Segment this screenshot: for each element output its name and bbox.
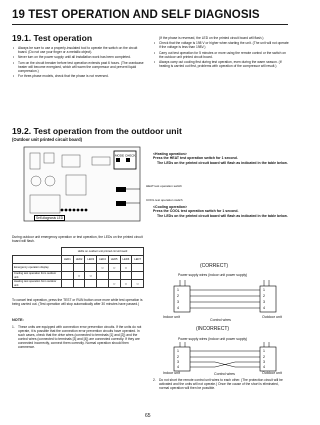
bullet-voltage: • Check that the voltage is 198 V or higher when starting the unit. (The unit will not operate if the voltage is less than 198V.) — [159, 41, 289, 49]
led-flash-intro: During outdoor unit emergency operation or test operation, the LEDs on the printed circuit board will flash. — [12, 235, 143, 244]
led-3 — [69, 209, 72, 212]
bullet-three-phase: • For three-phase models, check that the phase is not reversed. — [18, 74, 146, 78]
led-cell — [85, 280, 97, 288]
section-19-2-heading: 19.2. Test operation from the outdoor unit — [12, 126, 182, 136]
heating-callout-line: Press the HEAT test operation switch for 1 second. — [153, 156, 238, 161]
mode-label: MODE — [115, 153, 124, 158]
led-cell — [132, 272, 144, 280]
section-19-1-heading: 19.1. Test operation — [12, 33, 93, 43]
terminal-1-label: 1 — [177, 288, 179, 292]
incorrect-wiring-diagram — [160, 342, 290, 374]
terminal-1-label: 1 — [177, 349, 179, 353]
led-cell — [62, 264, 74, 272]
cool-switch-label: COOL test operation switch — [146, 198, 183, 202]
led-cell — [62, 272, 74, 280]
terminal-3-label: 3 — [177, 300, 179, 304]
led-cell: ○ — [120, 264, 132, 272]
heat-test-switch — [116, 187, 126, 192]
correct-outdoor-label: Outdoor unit — [262, 315, 282, 319]
cool-test-switch — [116, 201, 126, 206]
led-cell: ○ — [120, 280, 132, 288]
col-led6: LED6 — [120, 256, 132, 264]
section-19-1-left-column — [12, 46, 146, 80]
terminal-4-label: 4 — [177, 365, 179, 369]
col-led5: LED5 — [108, 256, 120, 264]
terminal-3-label: 3 — [263, 360, 265, 364]
wire-4-crossed — [190, 362, 260, 367]
phase-reversed-note: (If the phase is reversed, the LED on the printed circuit board will flash.) — [159, 36, 264, 40]
heating-callout — [153, 152, 291, 165]
led-cell — [62, 280, 74, 288]
incorrect-indoor-label: Indoor unit — [163, 371, 180, 375]
col-led7: LED7 — [132, 256, 144, 264]
led-cell — [97, 272, 109, 280]
cancel-test-text: To cancel test operation, press the TEST or RUN button once more while test operation is being carried out. (Test operation will stop automatically after 30 minutes have passed.) — [12, 298, 143, 307]
incorrect-control-label: Control wires — [214, 372, 235, 376]
table-row — [13, 280, 144, 288]
correct-control-label: Control wires — [210, 318, 231, 322]
correct-title: (CORRECT) — [200, 263, 229, 269]
led-4 — [73, 209, 76, 212]
section-19-2-subheading: (Outdoor unit printed circuit board) — [12, 137, 83, 142]
col-led4: LED4 — [97, 256, 109, 264]
col-led2: LED2 — [73, 256, 85, 264]
row-label: Heating test operation from outdoor unit — [13, 280, 62, 288]
led-cell — [73, 280, 85, 288]
table-row — [13, 272, 144, 280]
note-2-text: Do not short the remote control unit wires to each other. (The protection circuit will be activated and the units will not operate.) Once the cause of the short is eliminated, normal operation will then be possible. — [159, 378, 283, 391]
bullet-circuit-breaker: • Turn on the circuit breaker before test operation extends past 6 hours. (The crankcase heater will become energized, which will warm the compressor and prevent liquid compression.) — [18, 61, 146, 73]
terminal-4-label: 4 — [263, 365, 265, 369]
led-cell — [85, 264, 97, 272]
led-cell: ○ — [85, 272, 97, 280]
heat-switch-label: HEAT test operation switch — [146, 184, 182, 188]
section-19-1-right-column — [153, 36, 289, 70]
table-caption: LEDs on outdoor unit printed circuit board — [62, 248, 144, 256]
note-1-text: These units are equipped with connection error prevention circuits. If the units do not operate, it is possible that the connection error prevention circuits have operated. In such cases, check that the drive wires (connected to terminals [1] and [2]) and the control wires (connected to terminals [3] and [4]) are connected correctly. If they are connected incorrectly, connect them correctly. Normal operation should then commence. — [18, 325, 142, 350]
col-led1: LED1 — [62, 256, 74, 264]
row-label: Emergency operation display — [13, 264, 62, 272]
terminal-2-label: 2 — [177, 355, 179, 359]
terminal-3-label: 3 — [263, 300, 265, 304]
cooling-callout — [153, 205, 291, 218]
bullet-cooling-first: • Always carry out cooling first during test operation, even during the warm season. (If heating is carried out first, problems with operation of the compressor will result.) — [159, 60, 289, 68]
terminal-1-label: 1 — [263, 288, 265, 292]
incorrect-outdoor-label: Outdoor unit — [262, 371, 282, 375]
cooling-callout-note: The LEDs on the printed circuit board will flash as indicated in the table below. — [157, 213, 288, 218]
led-status-table — [12, 247, 144, 288]
self-diagnosis-led-label: Self-diagnosis LED — [36, 216, 64, 220]
outdoor-pcb-illustration — [22, 145, 142, 225]
led-cell — [108, 272, 120, 280]
check-label: CHECK — [125, 153, 136, 158]
note-label: NOTE: — [12, 318, 24, 322]
led-cell: ○ — [108, 264, 120, 272]
title-rule — [12, 24, 288, 25]
table-row — [13, 264, 144, 272]
bullet-5-minutes: • Carry out test operation for 5 minutes or more using the remote control or the switch on the outdoor unit printed circuit board. — [159, 51, 289, 59]
bullet-power-supply: • Never turn on the power supply until all installation work has been completed. — [18, 55, 146, 59]
mode-switch — [116, 158, 120, 162]
incorrect-title: (INCORRECT) — [196, 326, 230, 332]
heating-callout-title: <Heating operation> — [153, 152, 187, 156]
led-cell — [97, 280, 109, 288]
cooling-callout-line: Press the COOL test operation switch for 1 second. — [153, 209, 239, 214]
led-cell — [73, 264, 85, 272]
cooling-callout-title: <Cooling operation> — [153, 205, 188, 209]
col-led3: LED3 — [85, 256, 97, 264]
terminal-2-label: 2 — [263, 294, 265, 298]
led-cell: ○ — [97, 264, 109, 272]
led-cell: ○ — [73, 272, 85, 280]
led-7 — [85, 209, 88, 212]
terminal-1-label: 1 — [263, 349, 265, 353]
heating-callout-note: The LEDs on the printed circuit board will flash as indicated in the table below. — [157, 160, 288, 165]
led-cell — [120, 272, 132, 280]
led-6 — [81, 209, 84, 212]
row-label: Cooling test operation from outdoor unit — [13, 272, 62, 280]
led-1 — [61, 209, 64, 212]
terminal-3-label: 3 — [177, 360, 179, 364]
led-5 — [77, 209, 80, 212]
terminal-2-label: 2 — [177, 294, 179, 298]
led-cell: ○ — [108, 280, 120, 288]
led-cell — [132, 264, 144, 272]
note-2: 2. Do not short the remote control unit wires to each other. (The protection circuit will be activated and the units will not operate.) Once the cause of the short is eliminated, normal operation will then be possible. — [153, 378, 289, 390]
note-1: 1. These units are equipped with connection error prevention circuits. If the units do not operate, it is possible that the connection error prevention circuits have operated. In such cases, check that the drive wires (connected to terminals [1] and [2]) and the control wires (connected to terminals [3] and [4]) are connected correctly. If they are connected incorrectly, connect them correctly. Normal operation should then commence. — [12, 325, 144, 350]
table-header-row — [13, 256, 144, 264]
terminal-4-label: 4 — [177, 306, 179, 310]
correct-indoor-label: Indoor unit — [163, 315, 180, 319]
check-switch — [126, 158, 130, 162]
terminal-2-label: 2 — [263, 355, 265, 359]
terminal-4-label: 4 — [263, 306, 265, 310]
table-caption-row — [13, 248, 144, 256]
correct-power-label: Power supply wires (indoor unit power supply) — [178, 273, 248, 277]
bullet-insulated-tool: • Always be sure to use a properly-insulated tool to operate the switch on the circuit board. (Do not use your finger or a metallic object). — [18, 46, 146, 54]
led-cell: ○ — [132, 280, 144, 288]
page-title: 19 TEST OPERATION AND SELF DIAGNOSIS — [12, 9, 260, 21]
led-2 — [65, 209, 68, 212]
incorrect-power-label: Power supply wires (indoor unit power supply) — [178, 337, 248, 341]
page-number: 65 — [145, 413, 151, 419]
